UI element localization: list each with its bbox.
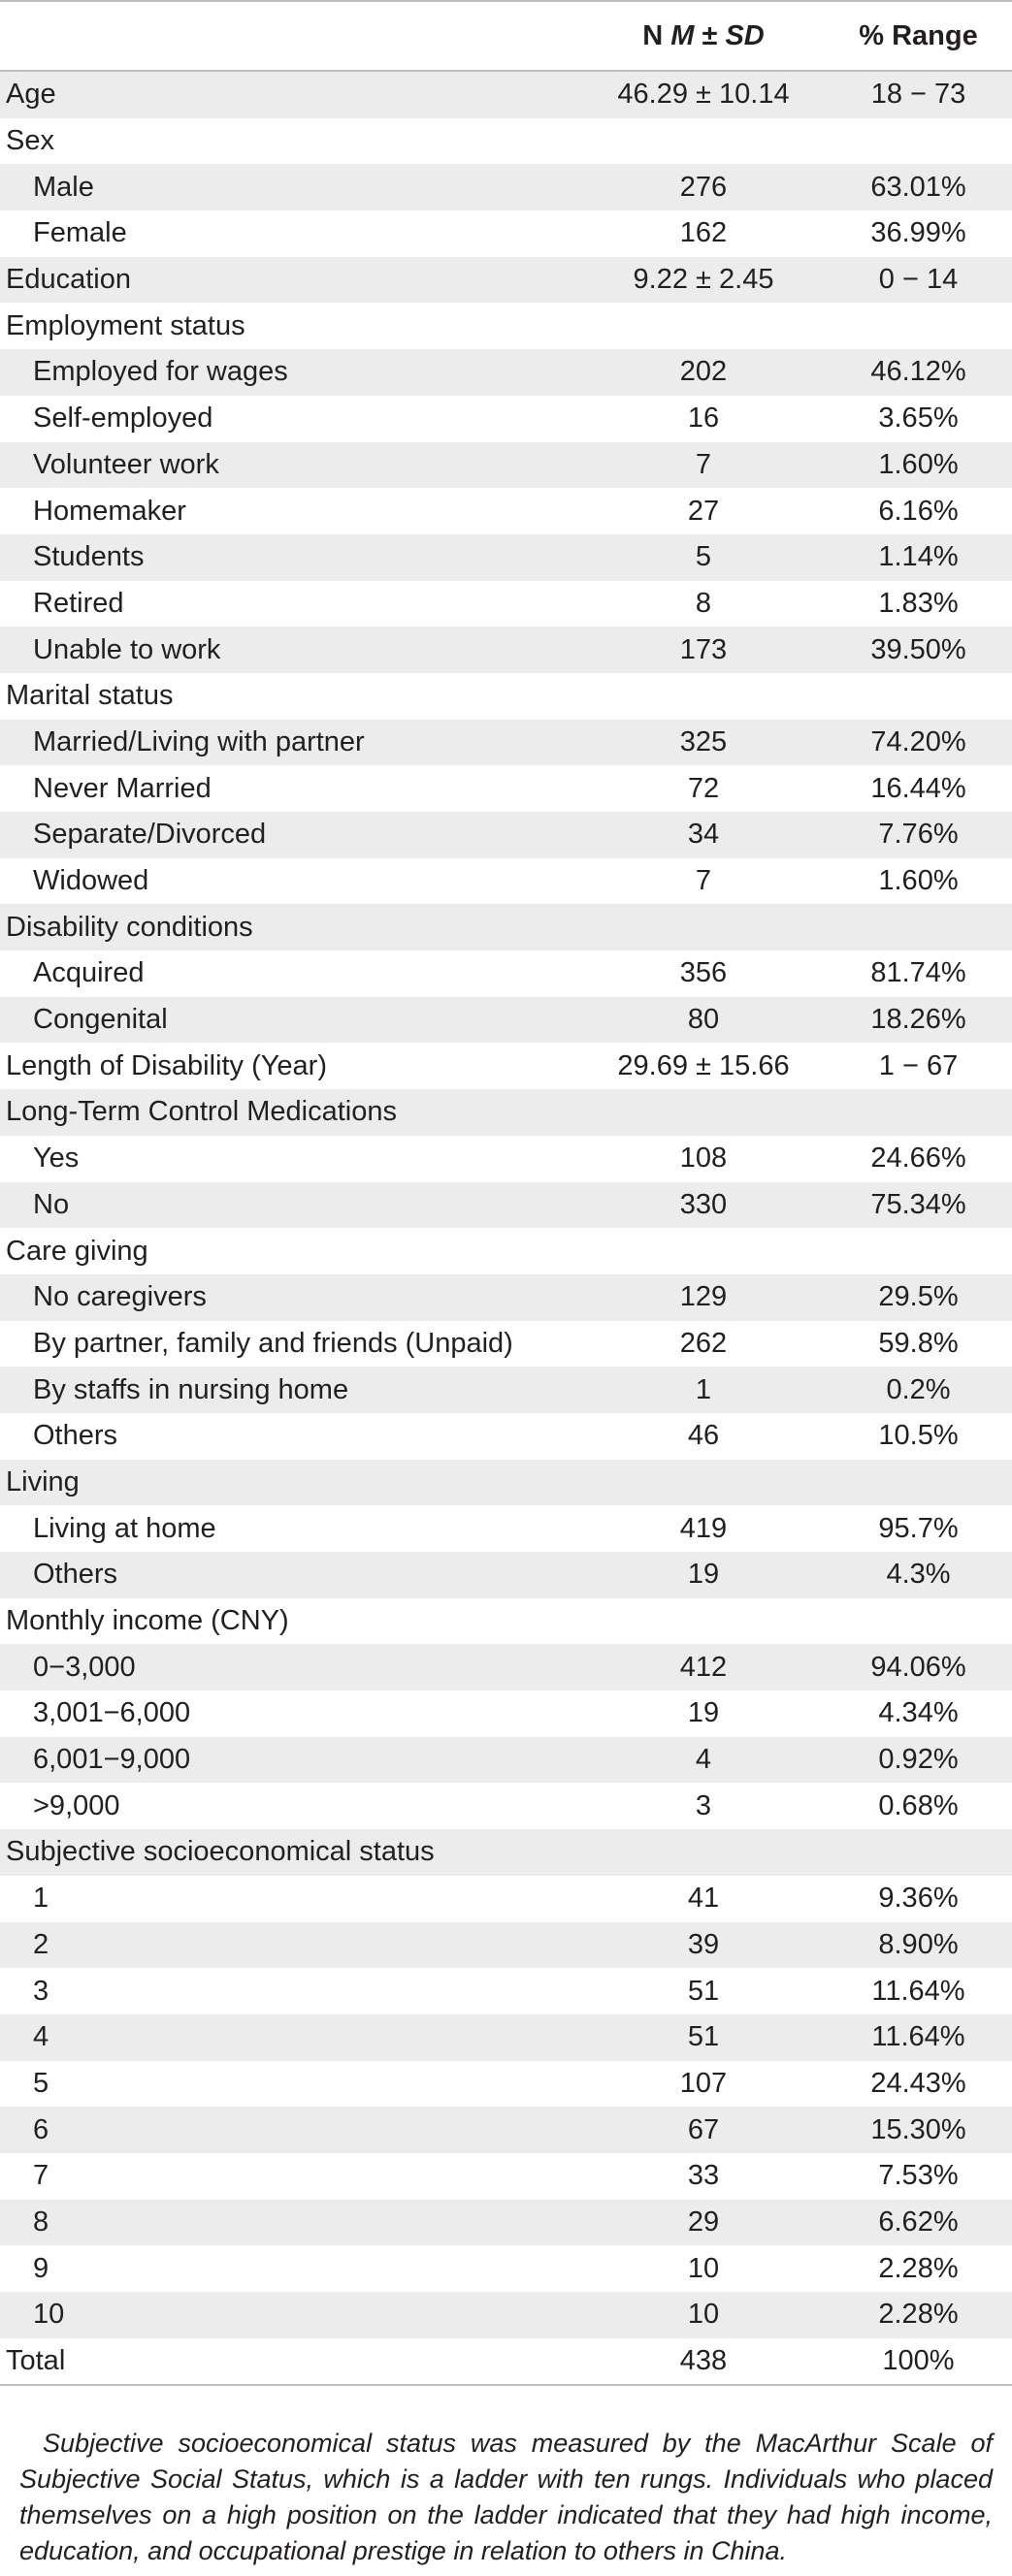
row-percent-value (825, 1228, 1012, 1274)
table-row (0, 210, 1012, 257)
row-n-value (543, 904, 825, 950)
table-row (0, 673, 1012, 720)
table-row (0, 257, 1012, 304)
row-percent-value: 1.14% (878, 541, 959, 573)
row-n-value: 51 (687, 2021, 720, 2053)
table-row (0, 858, 1012, 905)
row-label: 7 (33, 2160, 49, 2192)
row-label: Education (6, 264, 131, 296)
row-label: Age (6, 79, 56, 111)
row-label: Living at home (33, 1512, 216, 1544)
row-percent-value: 24.43% (870, 2067, 966, 2099)
row-percent-value: 29.5% (878, 1281, 959, 1313)
row-label: Widowed (33, 865, 149, 897)
row-n-value (543, 303, 825, 349)
table-row (0, 904, 1012, 950)
row-n-value: 3 (695, 1789, 712, 1821)
row-n-value: 8 (695, 587, 712, 619)
row-label: Married/Living with partner (33, 725, 365, 757)
row-label: Retired (33, 587, 124, 619)
table-row (0, 1460, 1012, 1506)
row-n-value: 46.29 ± 10.14 (617, 79, 790, 111)
table-row (0, 1043, 1012, 1089)
row-percent-value: 36.99% (870, 217, 966, 249)
table-row (0, 1968, 1012, 2014)
row-percent-value: 94.06% (870, 1651, 966, 1683)
row-label: Length of Disability (Year) (6, 1049, 327, 1081)
table-row (0, 1367, 1012, 1413)
row-n-value: 7 (695, 865, 712, 897)
row-n-value (543, 1460, 825, 1506)
row-percent-value: 2.28% (878, 2299, 959, 2331)
header-n-text: N (642, 19, 671, 51)
table-row (0, 720, 1012, 766)
row-n-value: 262 (679, 1327, 728, 1359)
table-row (0, 1690, 1012, 1737)
header-label-column (0, 1, 543, 71)
row-n-value: 29.69 ± 15.66 (617, 1049, 790, 1081)
row-label: Separate/Divorced (33, 819, 267, 851)
row-label: 10 (33, 2299, 65, 2331)
row-percent-value: 6.16% (878, 495, 959, 527)
row-n-value: 438 (543, 2338, 825, 2386)
header-m-text: M (670, 19, 695, 51)
row-label: Self-employed (33, 402, 213, 435)
table-row (0, 1598, 1012, 1645)
table-row (0, 534, 1012, 581)
table-row (0, 2153, 1012, 2200)
row-label: 0−3,000 (33, 1651, 136, 1683)
row-n-value: 325 (679, 725, 728, 757)
row-n-value: 173 (679, 633, 728, 665)
row-label: By partner, family and friends (Unpaid) (33, 1327, 513, 1359)
row-label: By staffs in nursing home (33, 1373, 349, 1405)
row-n-value: 162 (679, 217, 728, 249)
row-n-value: 4 (695, 1744, 712, 1776)
row-n-value: 412 (679, 1651, 728, 1683)
row-label: Male (33, 171, 94, 203)
header-sd-text: SD (725, 19, 765, 51)
table-row (0, 488, 1012, 534)
row-label: Long-Term Control Medications (6, 1096, 397, 1128)
row-label: Subjective socioeconomical status (6, 1836, 435, 1868)
table-row (0, 1136, 1012, 1182)
row-percent-value: 75.34% (870, 1188, 966, 1220)
row-n-value (543, 1228, 825, 1274)
row-percent-value: 18.26% (870, 1004, 966, 1036)
table-row (0, 396, 1012, 442)
row-percent-value: 11.64% (871, 2021, 965, 2053)
row-n-value: 5 (695, 541, 712, 573)
table-row (0, 1413, 1012, 1460)
row-n-value: 202 (679, 356, 728, 388)
row-percent-value: 1.83% (878, 587, 959, 619)
row-percent-value: 11.64% (871, 1975, 965, 2007)
row-percent-value: 9.36% (878, 1883, 959, 1915)
row-percent-value: 7.76% (878, 819, 959, 851)
row-n-value: 129 (679, 1281, 728, 1313)
row-percent-value: 81.74% (870, 957, 966, 989)
table-row (0, 2061, 1012, 2108)
row-n-value: 67 (687, 2113, 720, 2145)
row-percent-value (825, 1089, 1012, 1136)
table-row (0, 997, 1012, 1044)
table-row (0, 1644, 1012, 1690)
row-percent-value (825, 1460, 1012, 1506)
row-label: 8 (33, 2206, 49, 2238)
table-row (0, 349, 1012, 396)
table-row (0, 2338, 1012, 2386)
row-label: Acquired (33, 957, 145, 989)
row-label: 4 (33, 2021, 49, 2053)
row-label: >9,000 (33, 1789, 120, 1821)
row-percent-value: 0.68% (878, 1789, 959, 1821)
row-label: Disability conditions (6, 911, 253, 943)
header-percent-range: % Range (825, 1, 1012, 71)
row-percent-value (825, 1598, 1012, 1645)
row-n-value: 107 (679, 2067, 728, 2099)
row-label: No (33, 1188, 70, 1220)
row-n-value: 39 (687, 1928, 720, 1960)
row-label: 3 (33, 1975, 49, 2007)
row-percent-value: 46.12% (870, 356, 966, 388)
row-percent-value: 4.34% (878, 1697, 959, 1729)
row-percent-value (825, 904, 1012, 950)
row-label: Unable to work (33, 633, 221, 665)
table-row (0, 1228, 1012, 1274)
row-percent-value: 39.50% (870, 633, 966, 665)
row-percent-value: 10.5% (878, 1420, 959, 1452)
row-label: Others (33, 1420, 118, 1452)
row-percent-value: 1.60% (878, 865, 959, 897)
row-percent-value: 8.90% (878, 1928, 959, 1960)
row-label: Yes (33, 1143, 80, 1175)
row-label: Care giving (6, 1235, 148, 1267)
table-row (0, 1922, 1012, 1969)
table-row (0, 1505, 1012, 1552)
row-label: 6,001−9,000 (33, 1744, 191, 1776)
row-n-value (543, 1598, 825, 1645)
row-n-value (543, 1089, 825, 1136)
row-n-value: 276 (679, 171, 728, 203)
row-n-value: 16 (687, 402, 720, 435)
row-label: 3,001−6,000 (33, 1697, 191, 1729)
row-percent-value: 63.01% (870, 171, 966, 203)
table-row (0, 1876, 1012, 1922)
row-percent-value (825, 118, 1012, 165)
table-row (0, 812, 1012, 858)
row-label: 2 (33, 1928, 49, 1960)
row-percent-value: 74.20% (870, 725, 966, 757)
table-row (0, 1783, 1012, 1829)
row-label: 6 (33, 2113, 49, 2145)
row-percent-value: 0.92% (878, 1744, 959, 1776)
row-percent-value (825, 673, 1012, 720)
row-percent-value: 59.8% (878, 1327, 959, 1359)
row-percent-value: 6.62% (878, 2206, 959, 2238)
row-n-value: 10 (687, 2252, 720, 2284)
row-label: Students (33, 541, 145, 573)
header-n-mean-sd (543, 1, 825, 71)
row-n-value: 19 (687, 1559, 720, 1591)
row-label: Monthly income (CNY) (6, 1605, 289, 1637)
row-n-value: 41 (687, 1883, 720, 1915)
row-label: 9 (33, 2252, 49, 2284)
row-n-value: 19 (687, 1697, 720, 1729)
row-n-value: 34 (687, 819, 720, 851)
table-row (0, 950, 1012, 997)
table-row (0, 164, 1012, 210)
row-percent-value: 100% (825, 2338, 1012, 2386)
table-row (0, 2245, 1012, 2292)
row-percent-value: 24.66% (870, 1143, 966, 1175)
row-percent-value (825, 1829, 1012, 1876)
table-row (0, 1737, 1012, 1784)
table-row (0, 765, 1012, 812)
row-label: Employment status (6, 309, 245, 341)
row-n-value (543, 1829, 825, 1876)
row-label: No caregivers (33, 1281, 207, 1313)
row-label: Marital status (6, 680, 174, 712)
row-percent-value: 18 − 73 (870, 79, 966, 111)
row-label: 5 (33, 2067, 49, 2099)
row-label: Congenital (33, 1004, 168, 1036)
table-row (0, 581, 1012, 628)
row-percent-value: 2.28% (878, 2252, 959, 2284)
table-header (0, 1, 1012, 71)
row-label: Volunteer work (33, 448, 219, 480)
row-n-value: 72 (687, 772, 720, 804)
row-n-value: 10 (687, 2299, 720, 2331)
table-row (0, 1829, 1012, 1876)
header-row (0, 1, 1012, 71)
table-row (0, 303, 1012, 349)
table-row (0, 2292, 1012, 2338)
row-n-value: 108 (679, 1143, 728, 1175)
table-row (0, 118, 1012, 165)
row-percent-value: 4.3% (886, 1559, 951, 1591)
row-n-value: 419 (679, 1512, 728, 1544)
row-percent-value: 7.53% (878, 2160, 959, 2192)
row-percent-value: 0.2% (886, 1373, 951, 1405)
table-row (0, 2014, 1012, 2061)
row-percent-value: 0 − 14 (878, 264, 959, 296)
row-label: Sex (6, 125, 54, 157)
row-n-value: 1 (695, 1373, 712, 1405)
table-row (0, 442, 1012, 489)
row-n-value: 27 (687, 495, 720, 527)
row-n-value: 356 (679, 957, 728, 989)
table-footnote: Subjective socioeconomical status was measured by the MacArthur Scale of Subjective Social Status, which is a ladder with ten rungs. Individuals who placed themselves on a high position on the ladder indicated that they had high income, education, and occupational prestige in relation to others in China. (19, 2429, 993, 2566)
row-n-value (543, 118, 825, 165)
row-n-value: 7 (695, 448, 712, 480)
row-n-value: 33 (687, 2160, 720, 2192)
row-percent-value: 15.30% (870, 2113, 966, 2145)
table-row (0, 1552, 1012, 1598)
row-percent-value: 3.65% (878, 402, 959, 435)
row-percent-value (825, 303, 1012, 349)
row-n-value: 51 (687, 1975, 720, 2007)
row-n-value: 330 (679, 1188, 728, 1220)
row-label: 1 (33, 1883, 49, 1915)
header-pm-text: ± (694, 19, 726, 51)
table-row (0, 1089, 1012, 1136)
row-percent-value: 1.60% (878, 448, 959, 480)
row-n-value: 46 (687, 1420, 720, 1452)
table-body (0, 71, 1012, 2385)
table-row (0, 1182, 1012, 1229)
table-row (0, 2107, 1012, 2153)
row-percent-value: 95.7% (878, 1512, 959, 1544)
table-row (0, 627, 1012, 673)
row-n-value: 9.22 ± 2.45 (633, 264, 774, 296)
row-n-value (543, 673, 825, 720)
row-label: Living (6, 1465, 80, 1497)
row-n-value: 29 (687, 2206, 720, 2238)
table-row (0, 1274, 1012, 1321)
row-percent-value: 1 − 67 (878, 1049, 959, 1081)
row-percent-value: 16.44% (870, 772, 966, 804)
row-label: Female (33, 217, 127, 249)
table-row (0, 71, 1012, 118)
row-label: Homemaker (33, 495, 186, 527)
row-label: Employed for wages (33, 356, 288, 388)
row-label: Never Married (33, 772, 212, 804)
row-label: Total (0, 2338, 543, 2386)
row-label: Others (33, 1559, 118, 1591)
table-row (0, 1321, 1012, 1368)
row-n-value: 80 (687, 1004, 720, 1036)
table-row (0, 2200, 1012, 2246)
